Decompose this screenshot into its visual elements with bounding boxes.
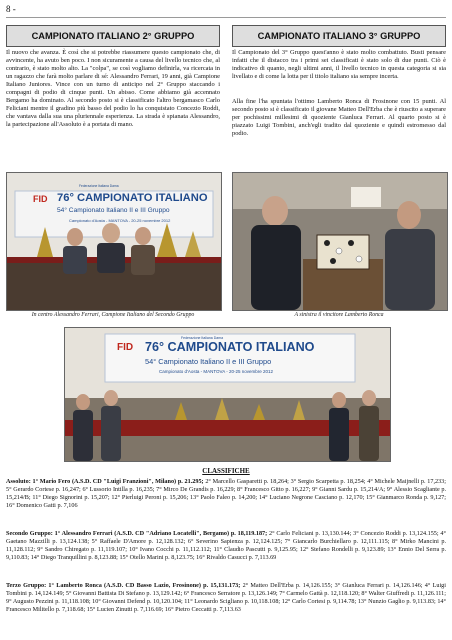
assoluto-winner: Assoluto: 1° Mario Fero (A.S.D. CD "Luigi Franzioni", Milano) p. 21.295; [6,478,204,485]
classifica-terzo-gruppo [6,582,446,614]
photo-award-ceremony [64,327,391,462]
terzo-standings: 2° Matteo Dell'Erba p. 14,126.155; 3° Gianluca Ferrari p. 14,126.146; 4° Luigi Tombini p. 14,124.149; 5° Giovanni Battista Di Stefano p. 13,129.142; 6° Francesco Serratore p. 13,126.149; 7° Carmelo Gattà p. 12,118.120; 8° Walter Giuffredi p. 11,126.111; 9° Augusto Pezzini p. 11,118.108; 10° Giovanni Defend p. 10,120.104; 11° Leonardo Scigliano p. 10,118.108; 12° Carlo Cortesi p. 9,114.78; 13° Nunzio Gaglio p. 9,113.83; 14° Francesco Militello p. 7,118.68; 15° Lucien Zinutti p. 7,116.69; 16° Pietro Ceccatti p. 7,113.63 [6,582,446,613]
banner-logo-left: FID [33,194,48,204]
banner-line3-left: Campionato d'Aosta - MANTOVA - 20-25 novembre 2012 [69,218,171,223]
banner-line1-wide: 76° CAMPIONATO ITALIANO [145,340,315,354]
heading-terzo-gruppo: CAMPIONATO ITALIANO 3° GRUPPO [232,25,446,47]
caption-photo-right: A sinistra il vincitore Lamberto Ronca [294,312,384,318]
article-secondo-gruppo: Il nuovo che avanza. È così che si potrebbe riassumere questo campionato che, di avvincente, ha avuto ben poco. I non sicuramente a causa del livello tecnico che, al contrario, è stato molto alto. La "colpa", se così vogliamo definirla, va ricercata in un ragazzo che farà molto parlare di sé: Alessandro Ferrari, 19 anni, già Campione Italiano Juniores. Vince con un turno di anticipo nel 2° Gruppo staccando i compagni di podio di cinque punti. Un abisso. Come abbiamo già accennato Bergamo ha dominato. Al secondo posto si è classificato l'altro bergamasco Carlo Feliciani mentre il gradino più basso del podio lo ha conquistato Concezio Roddi, che vantava dalla sua una pluriennale esperienza. La strada è spianata Alessandro, la partecipazione all'Assoluto è a portata di mano. [6,49,220,129]
top-rule [6,17,446,18]
banner-small-left: Federazione Italiana Dama [79,184,119,188]
classifica-assoluto [6,478,446,510]
banner-small-wide: Federazione Italiana Dama [181,336,224,340]
photo-alessandro-ferrari [6,172,222,311]
banner-line2-left: 54° Campionato Italiano II e III Gruppo [57,207,170,214]
banner-line2-wide: 54° Campionato Italiano II e III Gruppo [145,357,272,366]
secondo-standings: 2° Carlo Feliciani p. 13,130.144; 3° Concezio Roddi p. 13,124.155; 4° Gaetano Mazzilli p. 13,124.138; 5° Raffaele D'Amore p. 12,128.132; 6° Severino Sapienza p. 12,124.125; 7° Giancarlo Burchiellaro p. 12,111.115; 8° Mirko Mancini p. 11,128.112; 9° Sandro Chiregato p. 11,119.107; 10° Ivano Cocchi p. 11,112.112; 11° Claudio Pascutti p. 9,125.95; 12° Stefano Rondelli p. 9,123.89; 13° Ennio Del Serra p. 9,110.83; 14° Diego Tranquillini p. 8,123.88; 15° Otello Marini p. 8,123.75; 16° Rivaldo Casucci p. 7,113.69 [6,530,446,561]
classifiche-title: CLASSIFICHE [202,467,250,475]
caption-photo-left: In centro Alessandro Ferrari, Campione Italiano del Secondo Gruppo [31,312,195,318]
terzo-winner: Terzo Gruppo: 1° Lamberto Ronca (A.S.D. CD Basso Lazio, Frosinone) p. 15,131.173; [6,582,241,589]
banner-line1-left: 76° CAMPIONATO ITALIANO [57,192,208,204]
article-terzo-gruppo-p2: Alla fine l'ha spuntata l'ottimo Lamberto Ronca di Frosinone con 15 punti. Al secondo posto si è classificato il giovane Matteo Dell'Erba che è riuscito a superare per pochissimi millesimi di quoziente Gianluca Ferrari. Al quarto posto si è piazzato Luigi Tombini, anch'egli tradito dal quoziente e quindi estromesso dal podio. [232,98,446,138]
classifica-secondo-gruppo [6,530,446,562]
photo-scene-right [233,173,447,310]
page-number: 8 - [6,4,16,14]
heading-secondo-gruppo: CAMPIONATO ITALIANO 2° GRUPPO [6,25,220,47]
photo-lamberto-ronca [232,172,448,311]
banner-line3-wide: Campionato d'Aosta - MANTOVA - 20-25 novembre 2012 [159,369,274,374]
article-terzo-gruppo-p1: Il Campionato del 3° Gruppo quest'anno è stato molto combattuto. Busti pensare infatti che il distacco tra i primi sei classificati è stato solo di due punti. Ciò è indicativo di quanto, negli ultimi anni, il livello tecnico in questa categoria si sia livellato e di come la lotta per il titolo italiano sia sempre incerta. [232,49,446,81]
banner-logo-wide: FID [117,342,134,353]
secondo-winner: Secondo Gruppo: 1° Alessandro Ferrari (A.S.D. CD "Adriano Locatelli", Bergamo) p. 18,119.187; [6,530,268,537]
assoluto-standings: 2° Marcello Gasparetti p. 18,264; 3° Sergio Scarpetta p. 18,254; 4° Michele Maijnelli p. 17,233; 5° Gerardo Cortese p. 16,247; 6° Lussorio Intilla p. 16,235; 7° Mirco De Grandis p. 16,229; 8° Francesco Gitto p. 16,227; 9° Gianni Sardu p. 15,214/A; 9° Alessio Scagliante p. 15,214/B; 11° Diego Signorini p. 15,207; 12° Pierluigi Peroni p. 15,206; 13° Paolo Faleo p. 14,200; 14° Luciano Negrone Casciano p. 12,170; 15° Gianmarco Ronda p. 9,127; 16° Domenico Gatti p. 7,106 [6,478,446,509]
